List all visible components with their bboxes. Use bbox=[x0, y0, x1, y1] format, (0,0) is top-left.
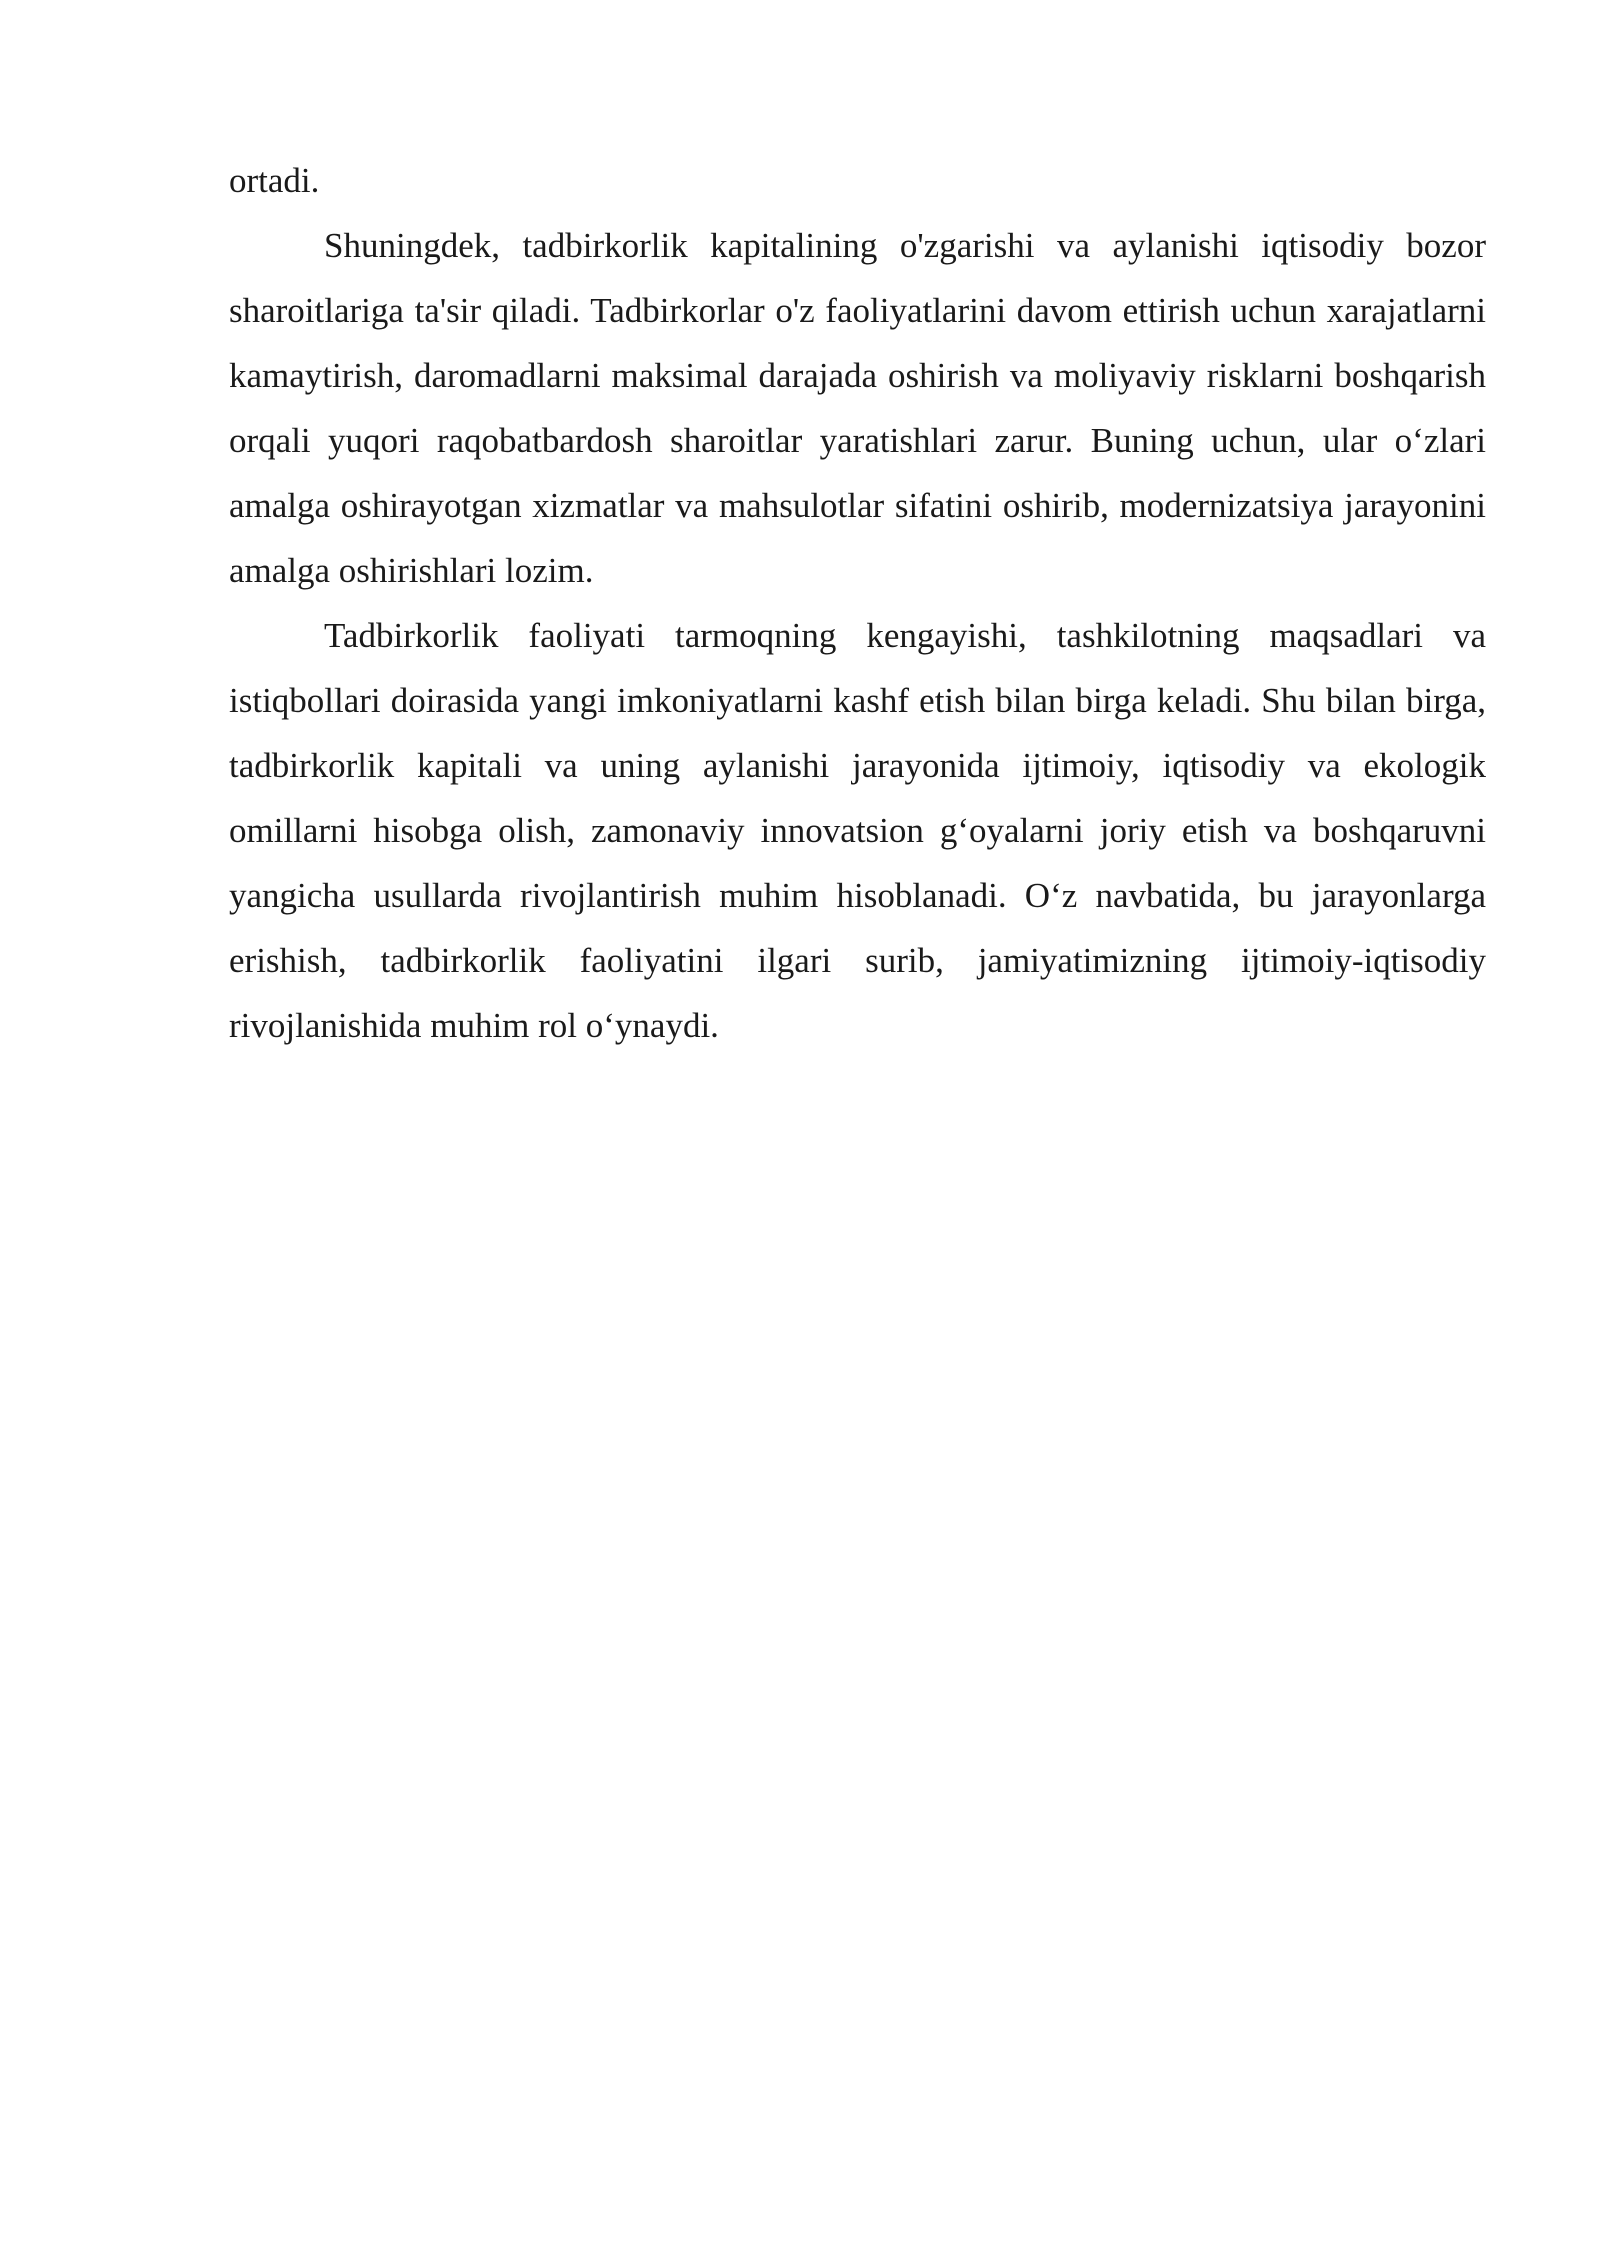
paragraph-continuation: ortadi. bbox=[229, 161, 320, 200]
paragraph: Shuningdek, tadbirkorlik kapitalining o'zgarishi va aylanishi iqtisodiy bozor sharoitlariga ta'sir qiladi. Tadbirkorlar o'z faoliyatlarini davom ettirish uchun xarajatlarni kamaytirish, daromadlarni maksimal darajada oshirish va moliyaviy risklarni boshqarish orqali yuqori raqobatbardosh sharoitlar yaratishlari zarur. Buning uchun, ular o‘zlari amalga oshirayotgan xizmatlar va mahsulotlar sifatini oshirib, modernizatsiya jarayonini amalga oshirishlari lozim. bbox=[229, 226, 1486, 590]
document-body bbox=[229, 148, 1486, 1058]
paragraph: Tadbirkorlik faoliyati tarmoqning kengayishi, tashkilotning maqsadlari va istiqbollari doirasida yangi imkoniyatlarni kashf etish bilan birga keladi. Shu bilan birga, tadbirkorlik kapitali va uning aylanishi jarayonida ijtimoiy, iqtisodiy va ekologik omillarni hisobga olish, zamonaviy innovatsion g‘oyalarni joriy etish va boshqaruvni yangicha usullarda rivojlantirish muhim hisoblanadi. O‘z navbatida, bu jarayonlarga erishish, tadbirkorlik faoliyatini ilgari surib, jamiyatimizning ijtimoiy-iqtisodiy rivojlanishida muhim rol o‘ynaydi. bbox=[229, 616, 1486, 1045]
